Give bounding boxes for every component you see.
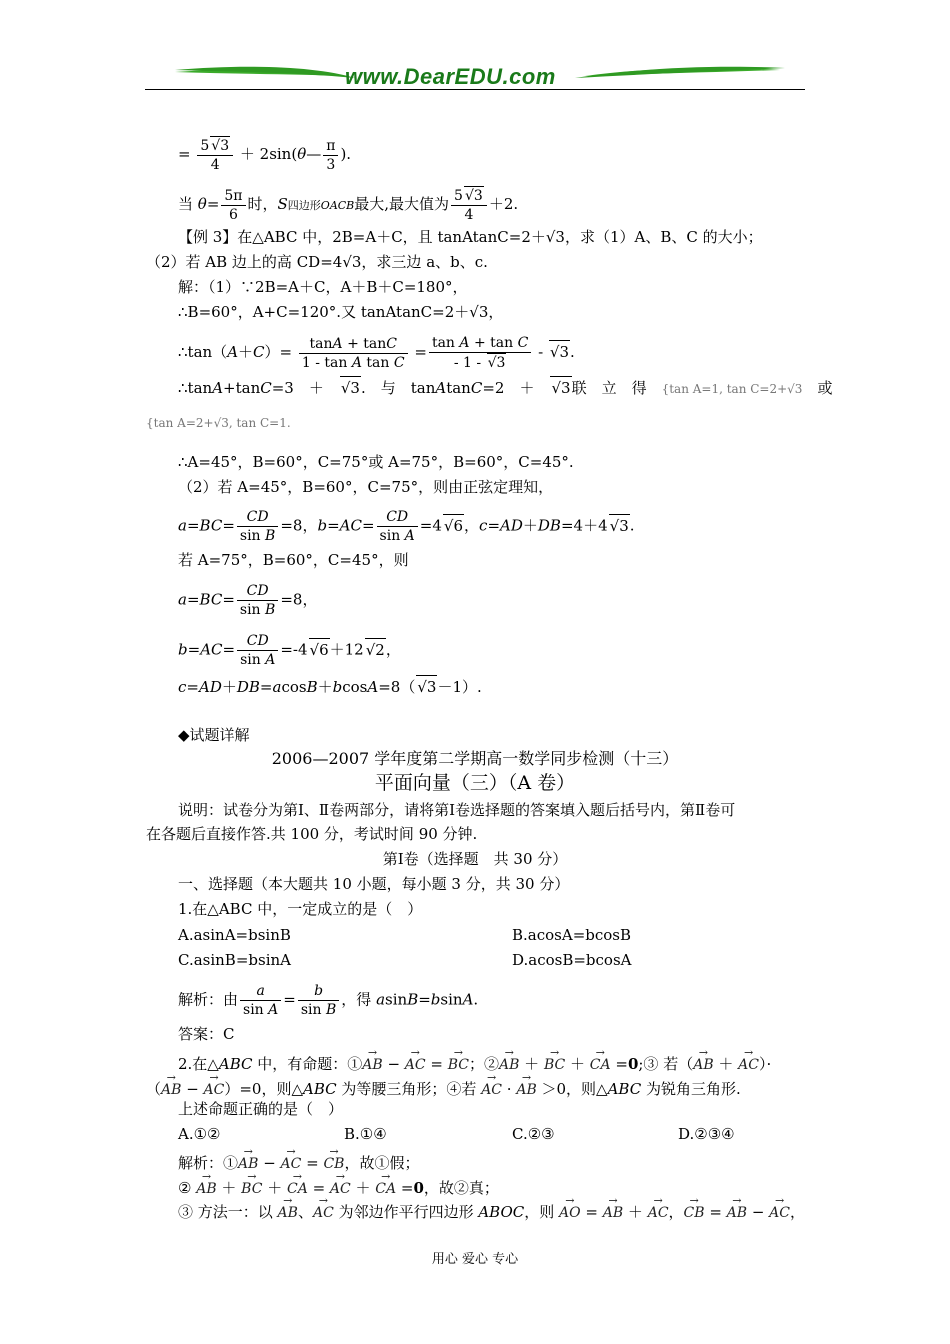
q1-answer: 答案：C <box>178 1025 235 1043</box>
q2-option-c: C.②③ <box>512 1125 555 1143</box>
q2-solution-1: 解析：①→ AB − → AC = → CB，故①假； <box>178 1147 419 1175</box>
q1-option-a: A.asinA=bsinB <box>178 926 291 944</box>
question-2-line-3: 上述命题正确的是（ ） <box>178 1100 344 1118</box>
solution-line-4: ∴tanA+tanC=3 ＋ √ 3. 与 tanAtanC=2 ＋ √ 3联 立 得 {tan A=1, tan C=2+√3 或 <box>178 376 832 400</box>
q2-option-a: A.①② <box>178 1125 221 1143</box>
exam-note-1: 说明：试卷分为第Ⅰ、Ⅱ卷两部分，请将第Ⅰ卷选择题的答案填入题后括号内，第Ⅱ卷可 <box>178 801 736 819</box>
section1-heading: 一、选择题（本大题共 10 小题，每小题 3 分，共 30 分） <box>178 875 570 893</box>
site-banner <box>145 62 805 94</box>
example3-line-2: （2）若 AB 边上的高 CD=4√3，求三边 a、b、c. <box>146 253 488 271</box>
q2-option-b: B.①④ <box>344 1125 387 1143</box>
question-2-line-1: 2.在△ABC 中，有命题：①→ AB − → AC = → BC；②→ AB ＋ → BC ＋ → CA =0;③ 若（→ AB ＋ → AC）· <box>178 1048 771 1076</box>
solution-line-2: ∴B=60°，A+C=120°.又 tanAtanC=2＋√3， <box>178 303 504 321</box>
solution-line-6: ∴A=45°，B=60°，C=75°或 A=75°，B=60°，C=45°. <box>178 453 574 471</box>
solution-line-10: a=BC= $\frac{CD}{\text{sin B}}$ =8， <box>178 583 318 618</box>
solution-line-11: b=AC= $\frac{CD}{\text{sin A}}$ =-4√ 6＋12√ 2， <box>178 632 401 669</box>
question-1: 1.在△ABC 中，一定成立的是（ ） <box>178 900 423 918</box>
solution-line-8: a=BC= $\frac{CD}{\text{sin B}}$ =8，b=AC= $\frac{CD}{\text{sin A}}$ =4√ 6，c=AD＋DB=4＋4√ 3. <box>178 508 635 545</box>
section-detail-label: ◆试题详解 <box>178 726 250 744</box>
solution-line-9: 若 A=75°，B=60°，C=45°，则 <box>178 551 409 569</box>
solution-line-12: c=AD＋DB=acosB＋bcosA=8（√ 3－1）. <box>178 675 482 698</box>
formula-line-1: = $\frac{5√ 3}{4}$ ＋ 2sin(θ— $\frac{\pi}{3}$ ). <box>178 136 351 174</box>
header-rule <box>145 89 805 90</box>
formula-line-2: 当 θ= $\frac{5\pi}{6}$ 时，S四边形OACB最大,最大值为 $\frac{5√ 3}{4}$ ＋2. <box>178 186 518 224</box>
q1-solution: 解析：由 $\frac{a}{\text{sin A}}$ = $\frac{b}{\text{sin B}}$ ，得 asinB=bsinA. <box>178 983 479 1018</box>
exam-title: 2006—2007 学年度第二学期高一数学同步检测（十三） <box>271 749 679 768</box>
solution-line-1: 解：（1）∵2B=A＋C，A＋B＋C=180°， <box>178 278 468 296</box>
solution-line-5: {tan A=2+√3, tan C=1. <box>146 416 291 430</box>
exam-subtitle: 平面向量（三）（A 卷） <box>374 772 576 794</box>
solution-line-7: （2）若 A=45°，B=60°，C=75°，则由正弦定理知， <box>178 478 554 496</box>
page-footer: 用心 爱心 专心 <box>431 1252 519 1267</box>
q2-solution-2: ② → AB ＋ → BC ＋ → CA = → AC ＋ → CA =0，故②真； <box>178 1172 499 1200</box>
q1-option-c: C.asinB=bsinA <box>178 951 291 969</box>
exam-note-2: 在各题后直接作答.共 100 分，考试时间 90 分钟. <box>146 825 478 843</box>
q1-option-d: D.acosB=bcosA <box>512 951 632 969</box>
q2-option-d: D.②③④ <box>678 1125 735 1143</box>
solution-line-3: ∴tan（A＋C）= $\frac{\tan A + \tan C}{\text{1 - tan A tan C}}$ = $\frac{\text{tan A + tan C}}{- 1 - √ 3}$ - √ 3. <box>178 334 575 372</box>
site-url[interactable]: www.DearEDU.com <box>345 64 556 89</box>
question-2-line-2: （→ AB − → AC）=0，则△ABC 为等腰三角形；④若 → AC · → AB ＞0，则△ABC 为锐角三角形. <box>146 1073 741 1101</box>
example3-line-1: 【例 3】在△ABC 中，2B=A＋C，且 tanAtanC=2＋√3，求（1）A、B、C 的大小； <box>178 228 763 246</box>
q1-option-b: B.acosA=bcosB <box>512 926 632 944</box>
q2-solution-3: ③ 方法一：以 → AB、→ AC 为邻边作平行四边形 ABOC，则 → AO = → AB ＋ → AC，→ CB = → AB − → AC， <box>178 1196 805 1224</box>
part1-heading: 第Ⅰ卷（选择题 共 30 分） <box>382 850 568 868</box>
